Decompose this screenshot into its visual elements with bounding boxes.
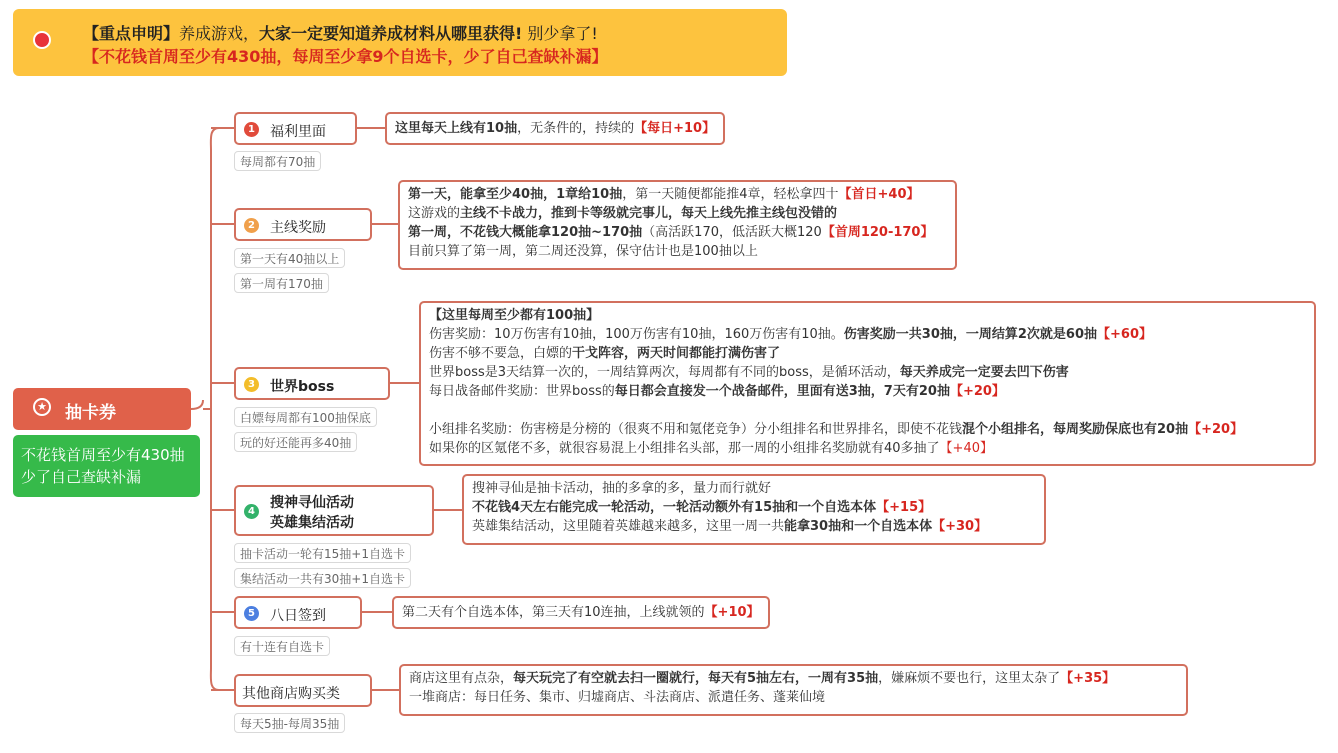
detail-reward: 【+60】	[1097, 327, 1153, 342]
banner-text: 养成游戏，	[179, 24, 260, 43]
detail-line	[429, 420, 1306, 439]
branch-label: 搜神寻仙活动	[270, 495, 354, 511]
detail-bold: 伤害奖励一共30抽，一周结算2次就是60抽	[843, 327, 1098, 342]
branch-tag: 集结活动一共有30抽+1自选卡	[234, 568, 411, 588]
detail-line: 搜神寻仙是抽卡活动，抽的多拿的多，量力而行就好	[472, 481, 772, 496]
branch-tag: 抽卡活动一轮有15抽+1自选卡	[234, 543, 411, 563]
branch-events[interactable]	[234, 485, 434, 536]
number-badge-4: 4	[244, 504, 259, 519]
notice-banner	[13, 9, 787, 76]
detail-bold: 能拿30抽和一个自选本体	[784, 519, 933, 534]
detail-line	[408, 185, 947, 204]
detail-sign-in	[392, 596, 770, 629]
detail-reward: 【首周120-170】	[821, 225, 934, 240]
detail-reward: 【+20】	[1188, 422, 1244, 437]
detail-welfare	[385, 112, 725, 145]
red-dot-icon	[33, 31, 51, 49]
detail-bold: 每天玩完了有空就去扫一圈就行，每天有5抽左右，一周有35抽	[513, 671, 879, 686]
detail-bold: 每日都会直接发一个战备邮件，里面有送3抽，7天有20抽	[614, 384, 950, 399]
detail-text: 伤害奖励：10万伤害有10抽，100万伤害有10抽，160万伤害有10抽。	[429, 327, 844, 342]
detail-line	[429, 363, 1306, 382]
branch-tag: 第一周有170抽	[234, 273, 329, 293]
detail-text: 英雄集结活动，这里随着英雄越来越多，这里一周一共	[472, 519, 785, 534]
detail-text: （高活跃170，低活跃大概120	[642, 225, 822, 240]
branch-world-boss[interactable]	[234, 367, 390, 400]
branch-label: 八日签到	[270, 608, 326, 624]
detail-events	[462, 474, 1046, 545]
detail-reward: 【+35】	[1060, 671, 1116, 686]
detail-bold: 第一天，能拿至少40抽，1章给10抽	[408, 187, 623, 202]
detail-bold: 主线不卡战力，推到卡等级就完事儿，每天上线先推主线包没错的	[460, 206, 838, 221]
detail-world-boss	[419, 301, 1316, 466]
branch-label: 其他商店购买类	[242, 686, 340, 702]
banner-line-2: 【不花钱首周至少有430抽，每周至少拿9个自选卡，少了自己查缺补漏】	[83, 47, 608, 66]
detail-line: 一堆商店：每日任务、集市、归墟商店、斗法商店、派遣任务、蓬莱仙境	[409, 690, 826, 705]
detail-main-story	[398, 180, 957, 270]
detail-reward: 【每日+10】	[634, 121, 716, 136]
branch-tag: 白嫖每周都有100抽保底	[234, 407, 377, 427]
root-summary	[13, 435, 200, 497]
branch-tag: 每天5抽-每周35抽	[234, 713, 345, 733]
detail-text: 这游戏的	[408, 206, 461, 221]
detail-bold: 第一周，不花钱大概能拿120抽~170抽	[408, 225, 643, 240]
branch-tag: 第一天有40抽以上	[234, 248, 345, 268]
detail-text: 伤害不够不要急，白嫖的	[429, 346, 573, 361]
detail-text: 如果你的区氪佬不多，就很容易混上小组排名头部，那一周的小组排名奖励就有40多抽了	[429, 441, 940, 456]
detail-line: 目前只算了第一周，第二周还没算，保守估计也是100抽以上	[408, 244, 758, 259]
banner-highlight: 【重点申明】	[83, 24, 180, 43]
banner-bold-text: 大家一定要知道养成材料从哪里获得!	[259, 24, 523, 43]
detail-reward: 【首日+40】	[838, 187, 920, 202]
detail-heading: 【这里每周至少都有100抽】	[429, 308, 600, 323]
detail-spacer	[429, 401, 1306, 420]
detail-text: 每日战备邮件奖励：世界boss的	[429, 384, 615, 399]
branch-label: 福利里面	[270, 124, 326, 140]
detail-text: 小组排名奖励：伤害榜是分榜的（很爽不用和氪佬竞争）分小组排名和世界排名，即使不花钱	[429, 422, 963, 437]
root-node[interactable]	[13, 388, 191, 430]
detail-line	[429, 382, 1306, 401]
detail-reward: 【+10】	[704, 605, 760, 620]
detail-text: ，嫌麻烦不要也行，这里太杂了	[878, 671, 1061, 686]
branch-main-story[interactable]	[234, 208, 372, 241]
banner-text-end: 别少拿了!	[522, 24, 598, 43]
detail-text: 第二天有个自选本体，第三天有10连抽，上线就领的	[402, 605, 705, 620]
detail-bold: 混个小组排名，每周奖励保底也有20抽	[962, 422, 1189, 437]
branch-sign-in[interactable]	[234, 596, 362, 629]
detail-bold: 不花钱4天左右能完成一轮活动，一轮活动额外有15抽和一个自选本体	[472, 500, 877, 515]
detail-line	[408, 223, 947, 242]
detail-line	[429, 344, 1306, 363]
detail-text: 商店这里有点杂，	[409, 671, 514, 686]
detail-reward: 【+30】	[932, 519, 988, 534]
number-badge-2: 2	[244, 218, 259, 233]
detail-text: ，无条件的，持续的	[517, 121, 635, 136]
detail-reward: 【+15】	[876, 500, 932, 515]
branch-label: 世界boss	[270, 379, 335, 395]
number-badge-5: 5	[244, 606, 259, 621]
detail-shops	[399, 664, 1188, 716]
branch-tag: 有十连有自选卡	[234, 636, 330, 656]
number-badge-1: 1	[244, 122, 259, 137]
star-icon: ★	[33, 398, 51, 416]
summary-line-2: 少了自己查缺补漏	[21, 468, 142, 486]
branch-shops[interactable]	[234, 674, 372, 707]
detail-text: ，第一天随便都能推4章，轻松拿四十	[622, 187, 839, 202]
branch-label: 英雄集结活动	[270, 515, 354, 531]
branch-welfare[interactable]	[234, 112, 357, 145]
summary-line-1: 不花钱首周至少有430抽	[21, 446, 185, 464]
root-title: 抽卡券	[65, 403, 116, 423]
detail-line	[409, 669, 1178, 688]
detail-line	[472, 498, 1036, 517]
detail-text: 世界boss是3天结算一次的，一周结算两次，每周都有不同的boss，是循环活动，	[429, 365, 900, 380]
banner-line-1	[83, 21, 598, 44]
detail-line	[429, 325, 1306, 344]
detail-bold: 这里每天上线有10抽	[395, 121, 518, 136]
number-badge-3: 3	[244, 377, 259, 392]
detail-line	[472, 517, 1036, 536]
detail-line	[408, 204, 947, 223]
branch-tag: 每周都有70抽	[234, 151, 321, 171]
detail-reward: 【+20】	[949, 384, 1005, 399]
detail-bold: 干戈阵容，两天时间都能打满伤害了	[572, 346, 781, 361]
branch-tag: 玩的好还能再多40抽	[234, 432, 357, 452]
detail-line	[429, 439, 1306, 458]
detail-reward: 【+40】	[939, 441, 993, 456]
branch-label: 主线奖励	[270, 220, 326, 236]
detail-bold: 每天养成完一定要去凹下伤害	[899, 365, 1069, 380]
